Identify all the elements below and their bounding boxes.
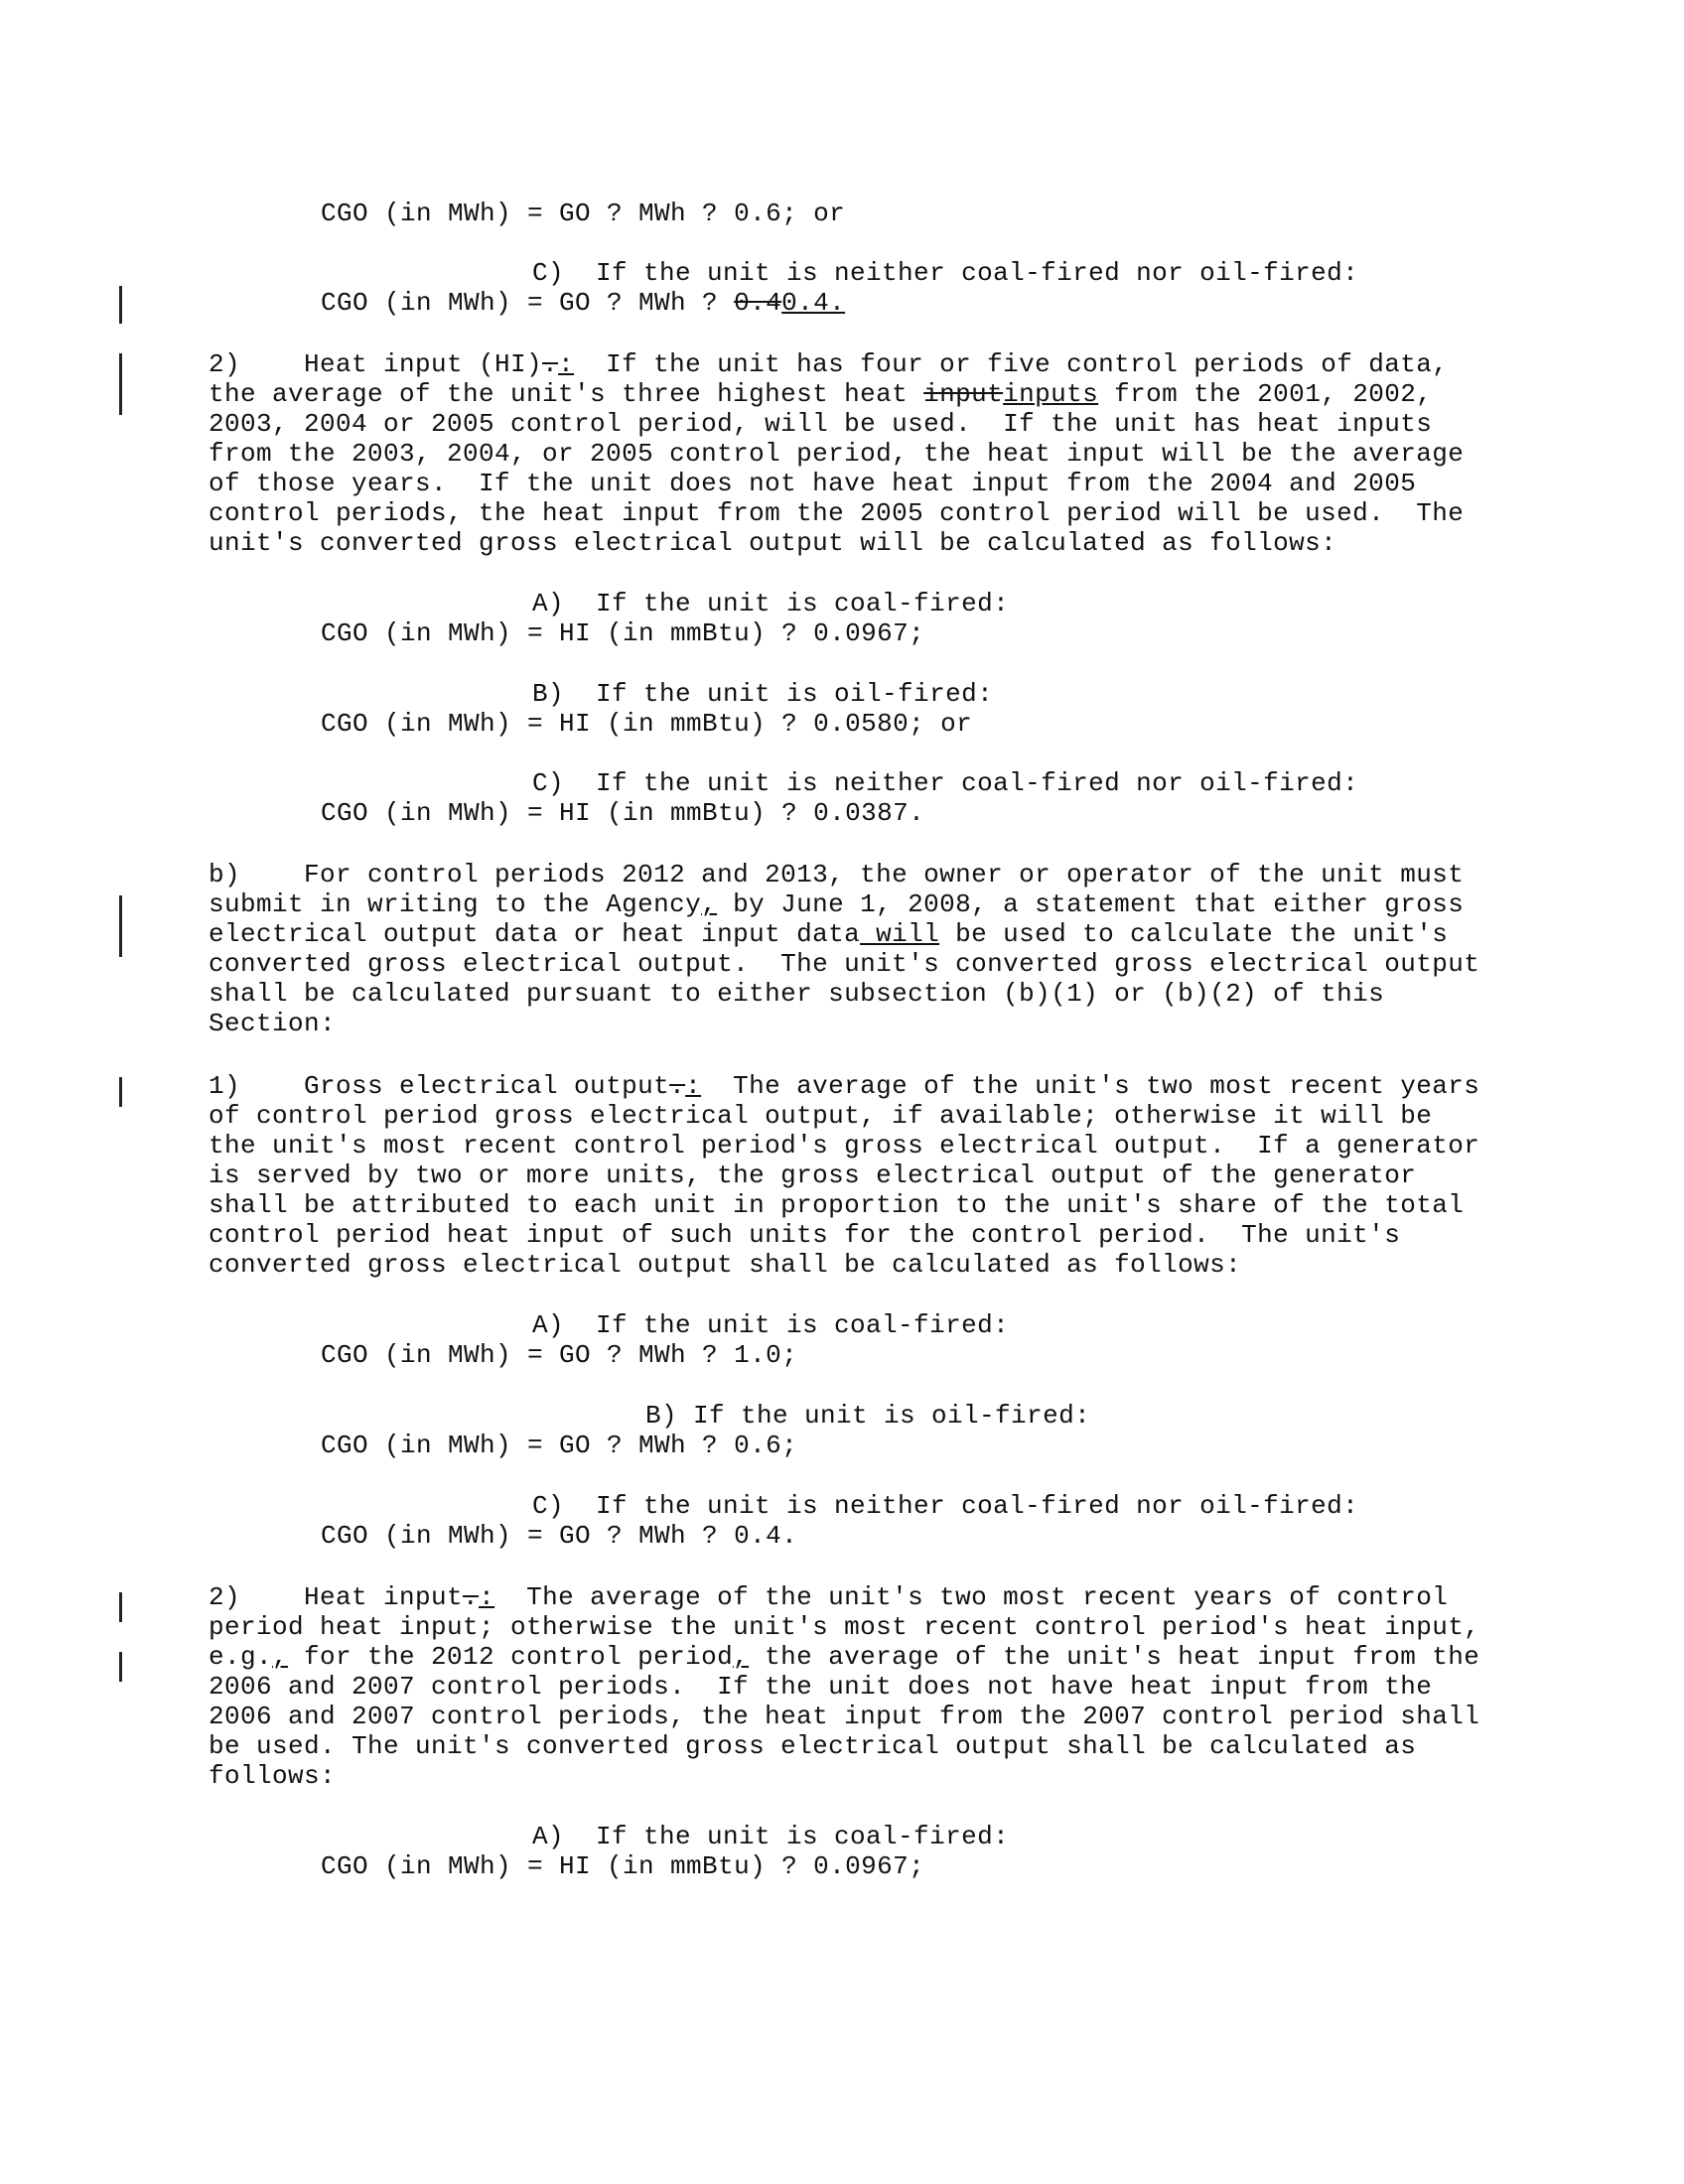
formula-line: CGO (in MWh) = HI (in mmBtu) ? 0.0967; (321, 1851, 925, 1881)
clause-label: C) If the unit is neither coal-fired nor oil-fired: (532, 1491, 1359, 1521)
paragraph-line: converted gross electrical output. The unit's converted gross electrical output (209, 949, 1480, 979)
clause-label: A) If the unit is coal-fired: (532, 1822, 1010, 1851)
formula-line: CGO (in MWh) = GO ? MWh ? 0.4. (321, 1521, 798, 1551)
change-bar (119, 1592, 122, 1622)
paragraph-line: of those years. If the unit does not have heat input from the 2004 and 2005 (209, 469, 1417, 498)
paragraph-line: 2006 and 2007 control periods, the heat input from the 2007 control period shall (209, 1702, 1480, 1731)
paragraph-line: 2) Heat input (HI).: If the unit has four or five control periods of data, (209, 349, 1449, 379)
paragraph-line: of control period gross electrical output, if available; otherwise it will be (209, 1101, 1433, 1131)
change-bar (119, 286, 122, 324)
change-bar (119, 1077, 122, 1107)
clause-label: B) If the unit is oil-fired: (645, 1401, 1091, 1431)
formula-line: CGO (in MWh) = GO ? MWh ? 1.0; (321, 1340, 798, 1370)
change-bar (119, 1652, 122, 1682)
paragraph-line: converted gross electrical output shall be calculated as follows: (209, 1250, 1242, 1280)
paragraph-line: 2003, 2004 or 2005 control period, will be used. If the unit has heat inputs (209, 409, 1433, 439)
paragraph-line: 1) Gross electrical output.: The average of the unit's two most recent years (209, 1071, 1480, 1101)
paragraph-line: control period heat input of such units for the control period. The unit's (209, 1220, 1401, 1250)
paragraph-line: unit's converted gross electrical output will be calculated as follows: (209, 528, 1337, 558)
change-bar (119, 353, 122, 415)
clause-label: A) If the unit is coal-fired: (532, 589, 1010, 618)
formula-line: CGO (in MWh) = GO ? MWh ? 0.6; or (321, 199, 846, 228)
paragraph-line: shall be calculated pursuant to either subsection (b)(1) or (b)(2) of this (209, 979, 1385, 1009)
paragraph-line: is served by two or more units, the gross electrical output of the generator (209, 1160, 1417, 1190)
paragraph-line: electrical output data or heat input data will be used to calculate the unit's (209, 919, 1449, 949)
clause-label: B) If the unit is oil-fired: (532, 679, 994, 709)
paragraph-line: e.g., for the 2012 control period, the average of the unit's heat input from the (209, 1642, 1480, 1672)
paragraph-line: period heat input; otherwise the unit's most recent control period's heat input, (209, 1612, 1480, 1642)
formula-line: CGO (in MWh) = HI (in mmBtu) ? 0.0580; or (321, 709, 973, 739)
paragraph-line: from the 2003, 2004, or 2005 control period, the heat input will be the average (209, 439, 1465, 469)
paragraph-line: b) For control periods 2012 and 2013, the owner or operator of the unit must (209, 860, 1465, 889)
formula-line: CGO (in MWh) = HI (in mmBtu) ? 0.0387. (321, 798, 925, 828)
paragraph-line: the average of the unit's three highest heat inputinputs from the 2001, 2002, (209, 379, 1433, 409)
formula-line: CGO (in MWh) = GO ? MWh ? 0.6; (321, 1431, 798, 1460)
change-bar (119, 895, 122, 957)
formula-line: CGO (in MWh) = HI (in mmBtu) ? 0.0967; (321, 618, 925, 648)
paragraph-line: 2006 and 2007 control periods. If the unit does not have heat input from the (209, 1672, 1433, 1702)
paragraph-line: the unit's most recent control period's gross electrical output. If a generator (209, 1131, 1480, 1160)
paragraph-line: follows: (209, 1761, 337, 1791)
formula-line: CGO (in MWh) = GO ? MWh ? 0.40.4. (321, 288, 846, 318)
paragraph-line: be used. The unit's converted gross electrical output shall be calculated as (209, 1731, 1417, 1761)
clause-label: A) If the unit is coal-fired: (532, 1310, 1010, 1340)
paragraph-line: Section: (209, 1009, 337, 1038)
paragraph-line: submit in writing to the Agency, by June 1, 2008, a statement that either gross (209, 889, 1465, 919)
clause-label: C) If the unit is neither coal-fired nor oil-fired: (532, 258, 1359, 288)
paragraph-line: 2) Heat input.: The average of the unit's two most recent years of control (209, 1582, 1449, 1612)
paragraph-line: shall be attributed to each unit in proportion to the unit's share of the total (209, 1190, 1465, 1220)
clause-label: C) If the unit is neither coal-fired nor oil-fired: (532, 768, 1359, 798)
paragraph-line: control periods, the heat input from the 2005 control period will be used. The (209, 498, 1465, 528)
